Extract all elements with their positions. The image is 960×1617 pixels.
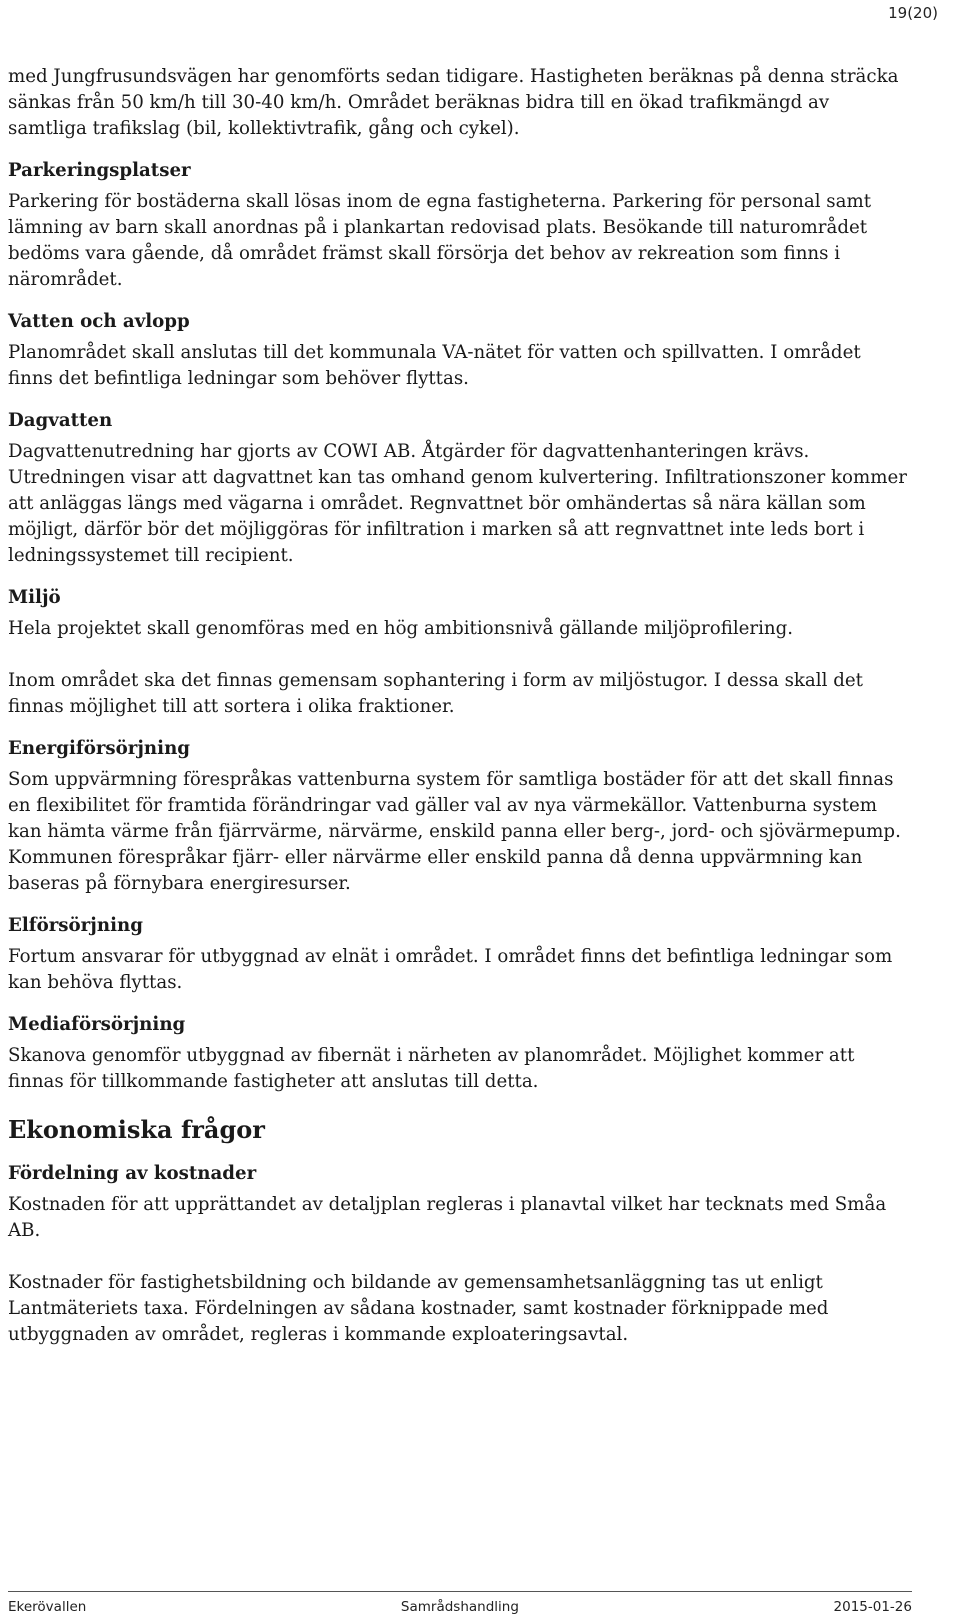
- intro-paragraph: med Jungfrusundsvägen har genomförts sedan tidigare. Hastigheten beräknas på denna sträcka sänkas från 50 km/h till 30-40 km/h. Området beräknas bidra till en ökad trafikmängd av samtliga trafikslag (bil, kollektivtrafik, gång och cykel).: [8, 66, 899, 139]
- heading-el: Elförsörjning: [8, 915, 143, 936]
- heading-dagvatten: Dagvatten: [8, 410, 113, 431]
- page-footer: [8, 1599, 912, 1615]
- footer-date: 2015-01-26: [833, 1599, 912, 1615]
- heading-miljo: Miljö: [8, 587, 61, 608]
- heading-fordelning: Fördelning av kostnader: [8, 1163, 257, 1184]
- footer-divider: [8, 1591, 912, 1592]
- el-paragraph: Fortum ansvarar för utbyggnad av elnät i området. I området finns det befintliga ledningar som kan behöva flyttas.: [8, 946, 893, 993]
- miljo-paragraph-1: Hela projektet skall genomföras med en hög ambitionsnivå gällande miljöprofilering.: [8, 618, 794, 639]
- vatten-paragraph: Planområdet skall anslutas till det kommunala VA-nätet för vatten och spillvatten. I området finns det befintliga ledningar som behöver flyttas.: [8, 342, 861, 389]
- parkering-paragraph: Parkering för bostäderna skall lösas inom de egna fastigheterna. Parkering för personal samt lämning av barn skall anordnas på i plankartan redovisad plats. Besökande till naturområdet bedöms vara gående, då området främst skall försörja det behov av rekreation som finns i närområdet.: [8, 191, 872, 290]
- heading-ekonomi: Ekonomiska frågor: [8, 1115, 265, 1144]
- heading-vatten: Vatten och avlopp: [8, 311, 190, 332]
- heading-media: Mediaförsörjning: [8, 1014, 186, 1035]
- dagvatten-paragraph: Dagvattenutredning har gjorts av COWI AB. Åtgärder för dagvattenhanteringen krävs. Utredningen visar att dagvattnet kan tas omhand genom kulvertering. Infiltrationszoner kommer att anläggas längs med vägarna i området. Regnvattnet bör omhändertas så nära källan som möjligt, därför bör det möjliggöras för infiltration i marken så att regnvattnet inte leds bort i ledningssystemet till recipient.: [8, 441, 907, 566]
- footer-document-type: Samrådshandling: [400, 1599, 519, 1615]
- document-body: [8, 64, 908, 1348]
- fordelning-paragraph-1: Kostnaden för att upprättandet av detaljplan regleras i planavtal vilket har tecknats med Småa AB.: [8, 1194, 887, 1241]
- footer-project-name: Ekerövallen: [8, 1599, 87, 1615]
- page-number: 19(20): [888, 4, 938, 22]
- heading-parkering: Parkeringsplatser: [8, 160, 191, 181]
- fordelning-paragraph-2: Kostnader för fastighetsbildning och bildande av gemensamhetsanläggning tas ut enligt Lantmäteriets taxa. Fördelningen av sådana kostnader, samt kostnader förknippade med utbyggnaden av området, regleras i kommande exploateringsavtal.: [8, 1272, 829, 1345]
- miljo-paragraph-2: Inom området ska det finnas gemensam sophantering i form av miljöstugor. I dessa skall det finnas möjlighet till att sortera i olika fraktioner.: [8, 670, 863, 717]
- heading-energi: Energiförsörjning: [8, 738, 191, 759]
- energi-paragraph: Som uppvärmning förespråkas vattenburna system för samtliga bostäder för att det skall finnas en flexibilitet för framtida förändringar vad gäller val av nya värmekällor. Vattenburna system kan hämta värme från fjärrvärme, närvärme, enskild panna eller berg-, jord- och sjövärmepump. Kommunen förespråkar fjärr- eller närvärme eller enskild panna då denna uppvärmning kan baseras på förnybara energiresurser.: [8, 769, 901, 894]
- media-paragraph: Skanova genomför utbyggnad av fibernät i närheten av planområdet. Möjlighet kommer att finnas för tillkommande fastigheter att anslutas till detta.: [8, 1045, 855, 1092]
